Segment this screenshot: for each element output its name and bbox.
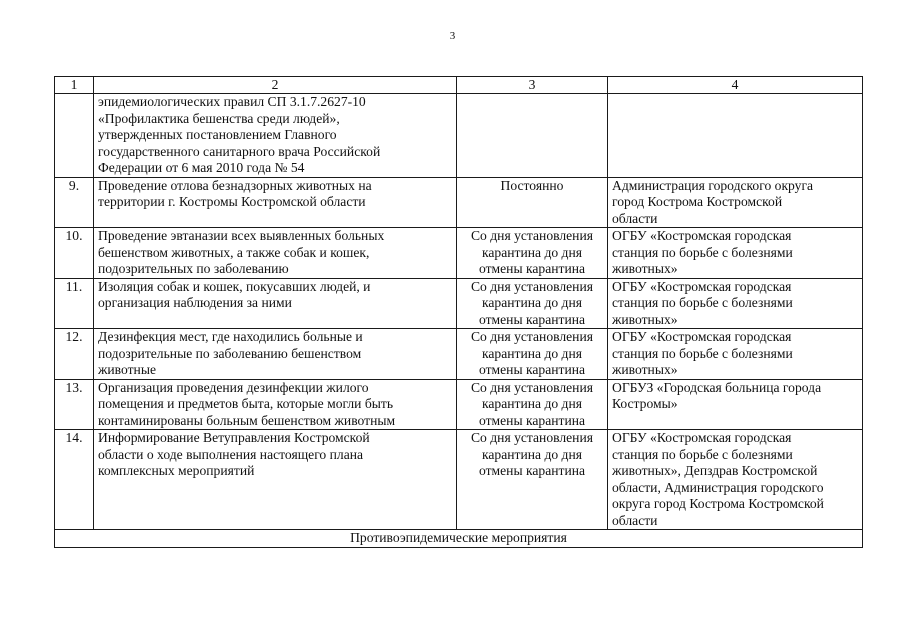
measure-responsible <box>608 228 863 279</box>
description-line: Информирование Ветуправления Костромской <box>98 430 370 445</box>
responsible-line: станция по борьбе с болезнями <box>612 446 793 462</box>
description-line: бешенством животных, а также собак и кошек, <box>98 244 370 260</box>
column-number-2: 2 <box>94 77 457 94</box>
table-row <box>55 177 863 228</box>
responsible-line: области, Администрация городского <box>612 479 824 495</box>
term-line: Со дня установления <box>470 430 593 445</box>
measures-table <box>54 76 863 548</box>
description-line: утвержденных постановлением Главного <box>98 127 337 142</box>
description-line: Проведение эвтаназии всех выявленных больных <box>98 228 385 243</box>
responsible-line: станция по борьбе с болезнями <box>612 295 793 310</box>
responsible-line: животных» <box>612 362 678 377</box>
description-line: Федерации от 6 мая 2010 года № 54 <box>98 160 305 175</box>
term-line: карантина до дня <box>481 396 582 411</box>
responsible-line: ОГБУ «Костромская городская <box>612 329 792 344</box>
measure-responsible <box>608 278 863 329</box>
term-line: Постоянно <box>500 177 564 193</box>
page-number: 3 <box>449 30 456 42</box>
row-number: 11. <box>55 278 94 329</box>
description-line: подозрительные по заболеванию бешенством <box>98 345 362 361</box>
responsible-line: город Кострома Костромской <box>612 194 783 209</box>
measure-description <box>94 329 457 380</box>
measure-description <box>94 278 457 329</box>
responsible-line: Костромы» <box>612 396 678 411</box>
responsible-line: животных» <box>612 311 678 327</box>
responsible-line: области <box>612 210 658 226</box>
measure-description <box>94 177 457 228</box>
term-line: отмены карантина <box>478 463 586 478</box>
description-line: организация наблюдения за ними <box>98 295 292 310</box>
column-number-row <box>55 77 863 94</box>
measure-term <box>457 329 608 380</box>
term-line: Со дня установления <box>470 228 593 243</box>
description-line: государственного санитарного врача Российской <box>98 143 381 159</box>
description-line: территории г. Костромы Костромской области <box>98 194 366 209</box>
measure-description <box>94 430 457 530</box>
measure-term <box>457 228 608 279</box>
table-row <box>55 278 863 329</box>
description-line: области о ходе выполнения настоящего плана <box>98 446 364 462</box>
description-line: животные <box>98 362 156 377</box>
description-line: Изоляция собак и кошек, покусавших людей, и <box>98 278 371 294</box>
term-line: отмены карантина <box>478 311 586 327</box>
table-row <box>55 228 863 279</box>
term-line: отмены карантина <box>478 412 586 428</box>
responsible-line: животных», Депздрав Костромской <box>612 463 818 478</box>
table-row <box>55 430 863 530</box>
column-number-1: 1 <box>55 77 94 94</box>
row-number: 12. <box>55 329 94 380</box>
measure-description <box>94 228 457 279</box>
row-number: 13. <box>55 379 94 430</box>
measure-term <box>457 430 608 530</box>
measure-description <box>94 379 457 430</box>
row-number <box>55 94 94 178</box>
measure-term <box>457 278 608 329</box>
description-line: Проведение отлова безнадзорных животных на <box>98 177 372 193</box>
measure-responsible <box>608 379 863 430</box>
term-line: карантина до дня <box>481 446 582 462</box>
description-line: Дезинфекция мест, где находились больные и <box>98 329 363 344</box>
table-body <box>55 77 863 548</box>
row-number: 9. <box>55 177 94 228</box>
description-line: контаминированы больным бешенством животным <box>98 412 396 428</box>
section-row <box>55 530 863 548</box>
responsible-line: Администрация городского округа <box>612 177 814 193</box>
description-line: помещения и предметов быта, которые могли быть <box>98 396 394 411</box>
measure-term <box>457 94 608 178</box>
column-number-4: 4 <box>608 77 863 94</box>
term-line: отмены карантина <box>478 261 586 276</box>
row-number: 14. <box>55 430 94 530</box>
description-line: комплексных мероприятий <box>98 463 255 478</box>
term-line: отмены карантина <box>478 362 586 377</box>
row-number: 10. <box>55 228 94 279</box>
table-row <box>55 379 863 430</box>
responsible-line: животных» <box>612 261 678 276</box>
table-row <box>55 94 863 178</box>
measure-responsible <box>608 430 863 530</box>
measure-responsible <box>608 94 863 178</box>
term-line: Со дня установления <box>470 278 593 294</box>
description-line: Организация проведения дезинфекции жилого <box>98 379 369 395</box>
term-line: карантина до дня <box>481 295 582 310</box>
responsible-line: ОГБУ «Костромская городская <box>612 278 792 294</box>
measure-term <box>457 177 608 228</box>
measure-responsible <box>608 177 863 228</box>
term-line: Со дня установления <box>470 379 593 395</box>
section-title: Противоэпидемические мероприятия <box>55 530 863 548</box>
description-line: эпидемиологических правил СП 3.1.7.2627-10 <box>98 94 366 109</box>
measure-responsible <box>608 329 863 380</box>
column-number-3: 3 <box>457 77 608 94</box>
responsible-line: ОГБУЗ «Городская больница города <box>612 379 822 395</box>
responsible-line: ОГБУ «Костромская городская <box>612 430 792 445</box>
responsible-line: ОГБУ «Костромская городская <box>612 228 792 243</box>
measure-description <box>94 94 457 178</box>
measure-term <box>457 379 608 430</box>
term-line: карантина до дня <box>481 244 582 260</box>
responsible-line: станция по борьбе с болезнями <box>612 345 793 361</box>
responsible-line: станция по борьбе с болезнями <box>612 244 793 260</box>
responsible-line: округа город Кострома Костромской <box>612 496 824 511</box>
term-line: Со дня установления <box>470 329 593 344</box>
term-line: карантина до дня <box>481 345 582 361</box>
description-line: «Профилактика бешенства среди людей», <box>98 110 340 126</box>
responsible-line: области <box>612 512 658 528</box>
description-line: подозрительных по заболеванию <box>98 261 289 276</box>
table-row <box>55 329 863 380</box>
